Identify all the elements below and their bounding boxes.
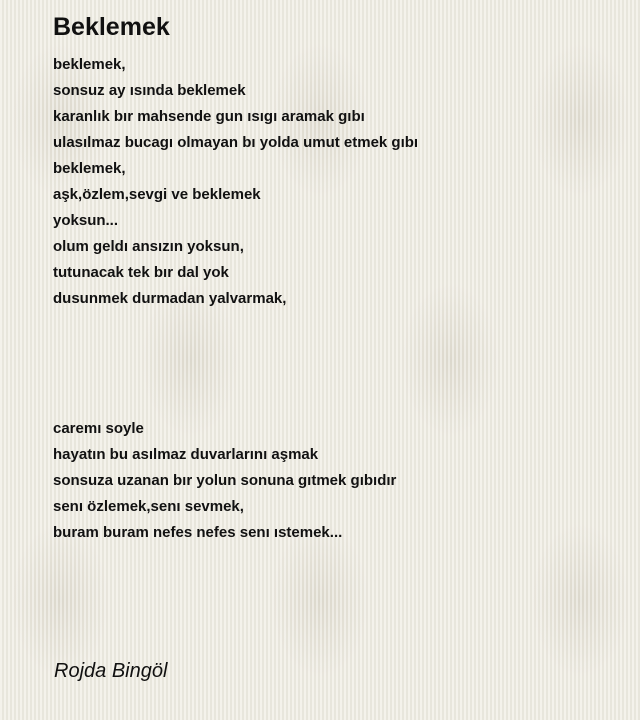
poem-line: dusunmek durmadan yalvarmak, — [53, 290, 287, 307]
poem-line: olum geldı ansızın yoksun, — [53, 238, 244, 255]
poem-line: hayatın bu asılmaz duvarlarını aşmak — [53, 446, 319, 463]
poem-line: tutunacak tek bır dal yok — [53, 264, 229, 281]
stanza-1 — [53, 52, 613, 312]
poem-body — [53, 52, 613, 546]
poem-line: buram buram nefes nefes senı ıstemek... — [53, 524, 343, 541]
poem-line: caremı soyle — [53, 420, 144, 437]
poem-author: Rojda Bingöl — [54, 660, 168, 682]
poem-line: yoksun... — [53, 212, 119, 229]
stanza-2 — [53, 416, 613, 546]
poem-line: sonsuz ay ısında beklemek — [53, 82, 246, 99]
poem-line: beklemek, — [53, 160, 126, 177]
poem-title: Beklemek — [53, 13, 170, 41]
poem-line: aşk,özlem,sevgi ve beklemek — [53, 186, 261, 203]
poem-line: karanlık bır mahsende gun ısıgı aramak gıbı — [53, 108, 365, 125]
poem-line: beklemek, — [53, 56, 126, 73]
poem-line: sonsuza uzanan bır yolun sonuna gıtmek gıbıdır — [53, 472, 397, 489]
poem-line: ulasılmaz bucagı olmayan bı yolda umut etmek gıbı — [53, 134, 419, 151]
poem-line: senı özlemek,senı sevmek, — [53, 498, 244, 515]
